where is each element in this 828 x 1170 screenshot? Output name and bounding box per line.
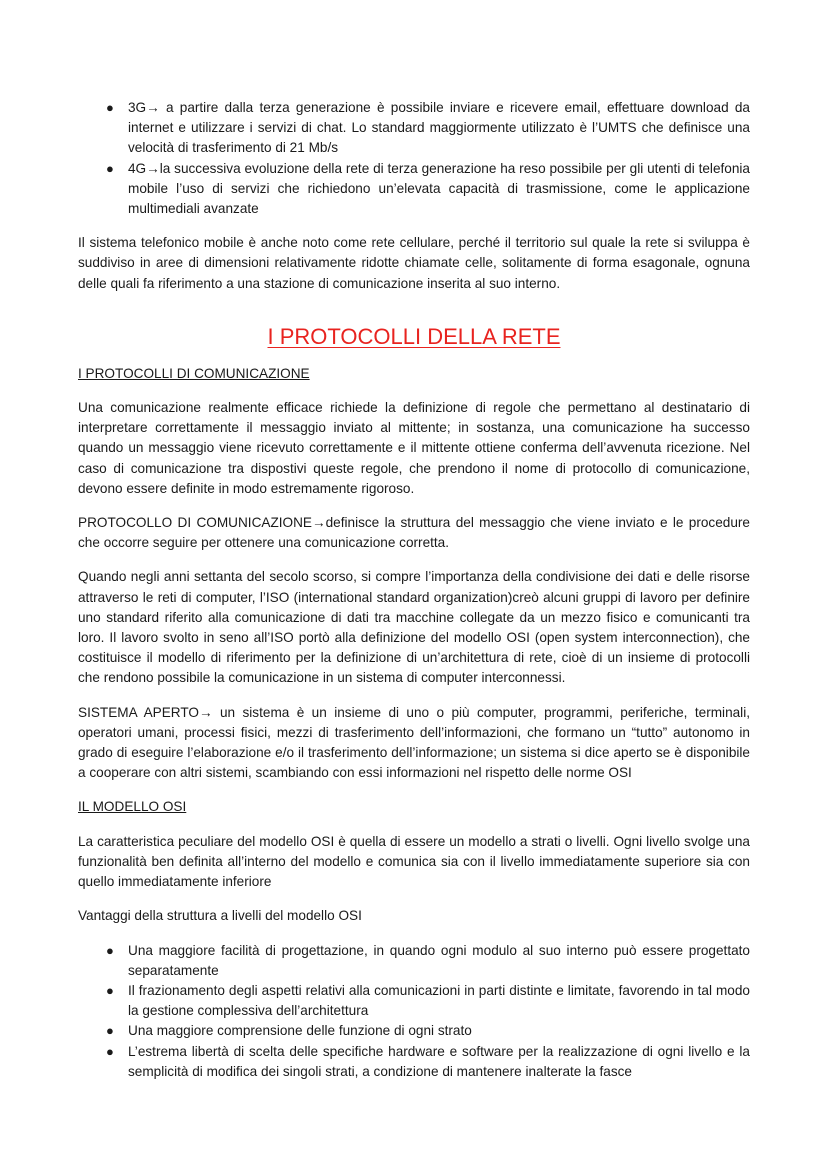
arrow-icon: →: [312, 515, 326, 531]
paragraph-protocols: Una comunicazione realmente efficace richiede la definizione di regole che permettano al destinatario di interpretare correttamente il messaggio inviato al mittente; in sostanza, una comunicazione ha successo quando un messaggio viene ricevuto correttamente e il mittente ottiene conferma dell’avvenuta ricezione. Nel caso di comunicazione tra dispostivi queste regole, che prendono il nome di protocollo di comunicazione, devono essere definite in modo estremamente rigoroso.: [78, 400, 750, 496]
paragraph-osi: La caratteristica peculiare del modello OSI è quella di essere un modello a strati o livelli. Ogni livello svolge una funzionalità ben definita all’interno del modello e comunica sia con il livello immediatamente superiore sia con quello immediatamente inferiore: [78, 833, 750, 890]
subhead-osi: IL MODELLO OSI: [78, 799, 187, 815]
paragraph-cellular: Il sistema telefonico mobile è anche noto come rete cellulare, perché il territorio sul quale la rete si sviluppa è suddiviso in aree di dimensioni relativamente ridotte chiamate celle, solitamente di forma esagonale, ognuna delle quali fa riferimento a una stazione di comunicazione inserita al suo interno.: [78, 235, 750, 291]
list-item-text: L’estrema libertà di scelta delle specifiche hardware e software per la realizzazione di ogni livello e la semplicità di modifica dei singoli strati, a condizione di mantenere inalterate la fasce: [128, 1043, 750, 1079]
advantages-list: [78, 941, 750, 1082]
section-title: I PROTOCOLLI DELLA RETE: [267, 323, 561, 349]
bullet-icon: ●: [106, 982, 114, 998]
bullet-icon: ●: [106, 942, 114, 958]
definition-term: SISTEMA APERTO: [78, 704, 199, 720]
list-item: [78, 1021, 750, 1041]
list-item: [78, 941, 750, 981]
list-item-text: Una maggiore comprensione delle funzione di ogni strato: [128, 1023, 472, 1039]
bullet-icon: ●: [106, 1023, 114, 1039]
subhead-protocols: I PROTOCOLLI DI COMUNICAZIONE: [78, 365, 310, 381]
bullet-icon: ●: [106, 160, 114, 176]
arrow-icon: →: [146, 100, 160, 115]
list-item: [78, 98, 750, 159]
arrow-icon: →: [146, 160, 160, 176]
bullet-icon: ●: [106, 1043, 114, 1059]
list-item: [78, 1042, 750, 1082]
definition-text: definisce la struttura del messaggio che viene inviato e le procedure che occorre seguire per ottenere una comunicazione corretta.: [78, 515, 750, 551]
list-item: [78, 981, 750, 1021]
list-item-text: Una maggiore facilità di progettazione, in quando ogni modulo al suo interno può essere progettato separatamente: [128, 942, 750, 978]
list-item: [78, 159, 750, 220]
definition-open-system: [78, 703, 750, 784]
advantages-heading: Vantaggi della struttura a livelli del modello OSI: [78, 908, 362, 924]
list-item-text: Il frazionamento degli aspetti relativi alla comunicazioni in parti distinte e limitate, favorendo in tal modo la gestione complessiva dell’architettura: [128, 982, 750, 1019]
paragraph-iso: Quando negli anni settanta del secolo scorso, si compre l’importanza della condivisione dei dati e delle risorse attraverso le reti di computer, l’ISO (international standard organization)creò alcuni gruppi di lavoro per definire uno standard riferito alla comunicazione di dati tra macchine collegate da un mezzo fisico e comunicanti tra loro. Il lavoro svolto in seno all’ISO portò alla definizione del modello OSI (open system interconnection), che costituisce il modello di riferimento per la definizione di un’architettura di rete, cioè di un insieme di protocolli che rendono possibile la comunicazione in un sistema di computer interconnessi.: [78, 569, 750, 686]
bullet-icon: ●: [106, 100, 114, 115]
arrow-icon: →: [198, 704, 213, 720]
list-item-text: la successiva evoluzione della rete di terza generazione ha reso possibile per gli utenti di telefonia mobile l’uso di servizi che richiedono un’elevata capacità di trasmissione, come le applicazione multimediali avanzate: [128, 160, 750, 217]
list-item-text: a partire dalla terza generazione è possibile inviare e ricevere email, effettuare download da internet e utilizzare i servizi di chat. Lo standard maggiormente utilizzato è l’UMTS che definisce una velocità di trasferimento di 21 Mb/s: [128, 100, 750, 156]
list-item-prefix: 4G: [128, 160, 147, 176]
list-item-prefix: 3G: [128, 100, 147, 115]
generation-list: [78, 98, 750, 219]
definition-term: PROTOCOLLO DI COMUNICAZIONE: [78, 515, 312, 531]
definition-text: un sistema è un insieme di uno o più computer, programmi, periferiche, terminali, operatori umani, processi fisici, mezzi di trasferimento dell’informazioni, che formano un “tutto” autonomo in grado di eseguire l’elaborazione e/o il trasferimento dell’informazione; un sistema si dice aperto se è disponibile a cooperare con altri sistemi, scambiando con essi informazioni nel rispetto delle norme OSI: [78, 704, 751, 781]
definition-protocol: [78, 513, 750, 553]
